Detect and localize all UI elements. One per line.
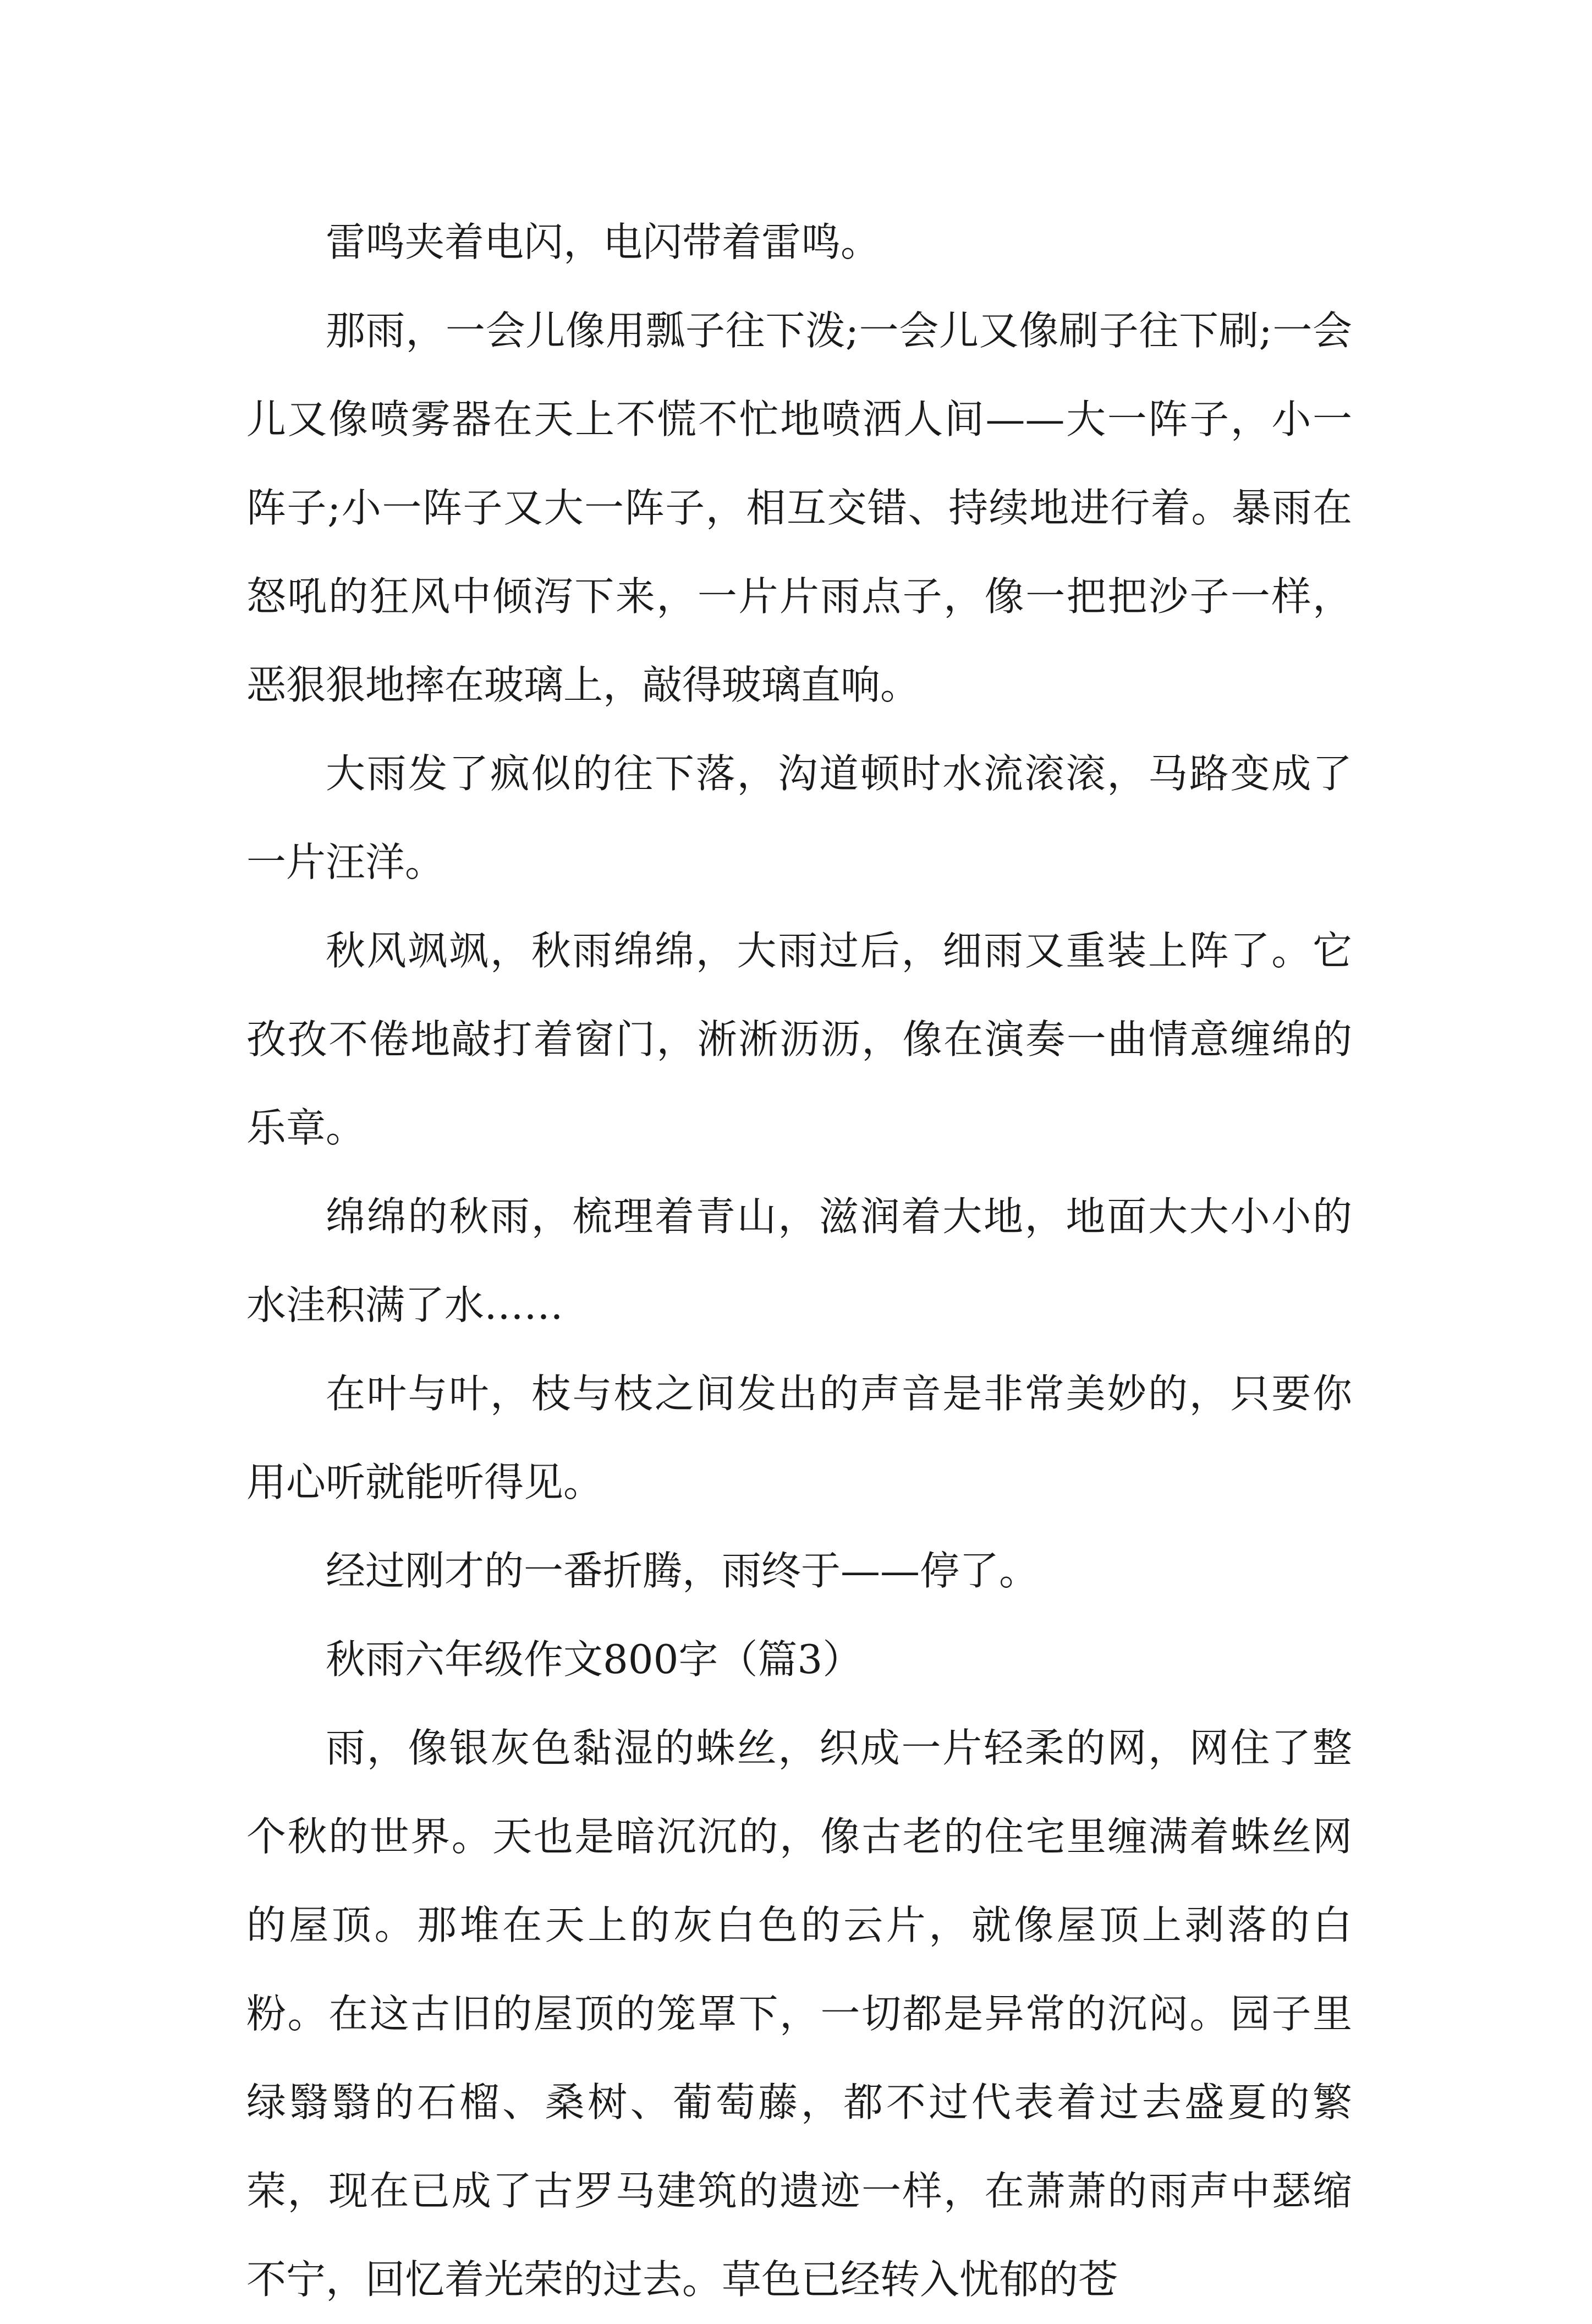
paragraph: 雷鸣夹着电闪，电闪带着雷鸣。 <box>326 219 881 265</box>
document-body <box>246 198 1352 2324</box>
section-heading: 秋雨六年级作文800字（篇3） <box>326 1636 863 1682</box>
paragraph: 绵绵的秋雨，梳理着青山，滋润着大地，地面大大小小的水洼积满了水…… <box>246 1193 1352 1328</box>
paragraph: 那雨，一会儿像用瓢子往下泼;一会儿又像刷子往下刷;一会儿又像喷雾器在天上不慌不忙地喷洒人间——大一阵子，小一阵子;小一阵子又大一阵子，相互交错、持续地进行着。暴雨在怒吼的狂风中倾泻下来，一片片雨点子，像一把把沙子一样，恶狠狠地摔在玻璃上，敲得玻璃直响。 <box>246 308 1352 708</box>
paragraph: 雨，像银灰色黏湿的蛛丝，织成一片轻柔的网，网住了整个秋的世界。天也是暗沉沉的，像古老的住宅里缠满着蛛丝网的屋顶。那堆在天上的灰白色的云片，就像屋顶上剥落的白粉。在这古旧的屋顶的笼罩下，一切都是异常的沉闷。园子里绿翳翳的石榴、桑树、葡萄藤，都不过代表着过去盛夏的繁荣，现在已成了古罗马建筑的遗迹一样，在萧萧的雨声中瑟缩不宁，回忆着光荣的过去。草色已经转入忧郁的苍 <box>246 1725 1352 2303</box>
paragraph: 大雨发了疯似的往下落，沟道顿时水流滚滚，马路变成了一片汪洋。 <box>246 750 1352 885</box>
paragraph: 经过刚才的一番折腾，雨终于——停了。 <box>326 1548 1039 1594</box>
paragraph: 在叶与叶，枝与枝之间发出的声音是非常美妙的，只要你用心听就能听得见。 <box>246 1371 1352 1505</box>
paragraph: 秋风飒飒，秋雨绵绵，大雨过后，细雨又重装上阵了。它孜孜不倦地敲打着窗门，淅淅沥沥，像在演奏一曲情意缠绵的乐章。 <box>246 928 1352 1151</box>
